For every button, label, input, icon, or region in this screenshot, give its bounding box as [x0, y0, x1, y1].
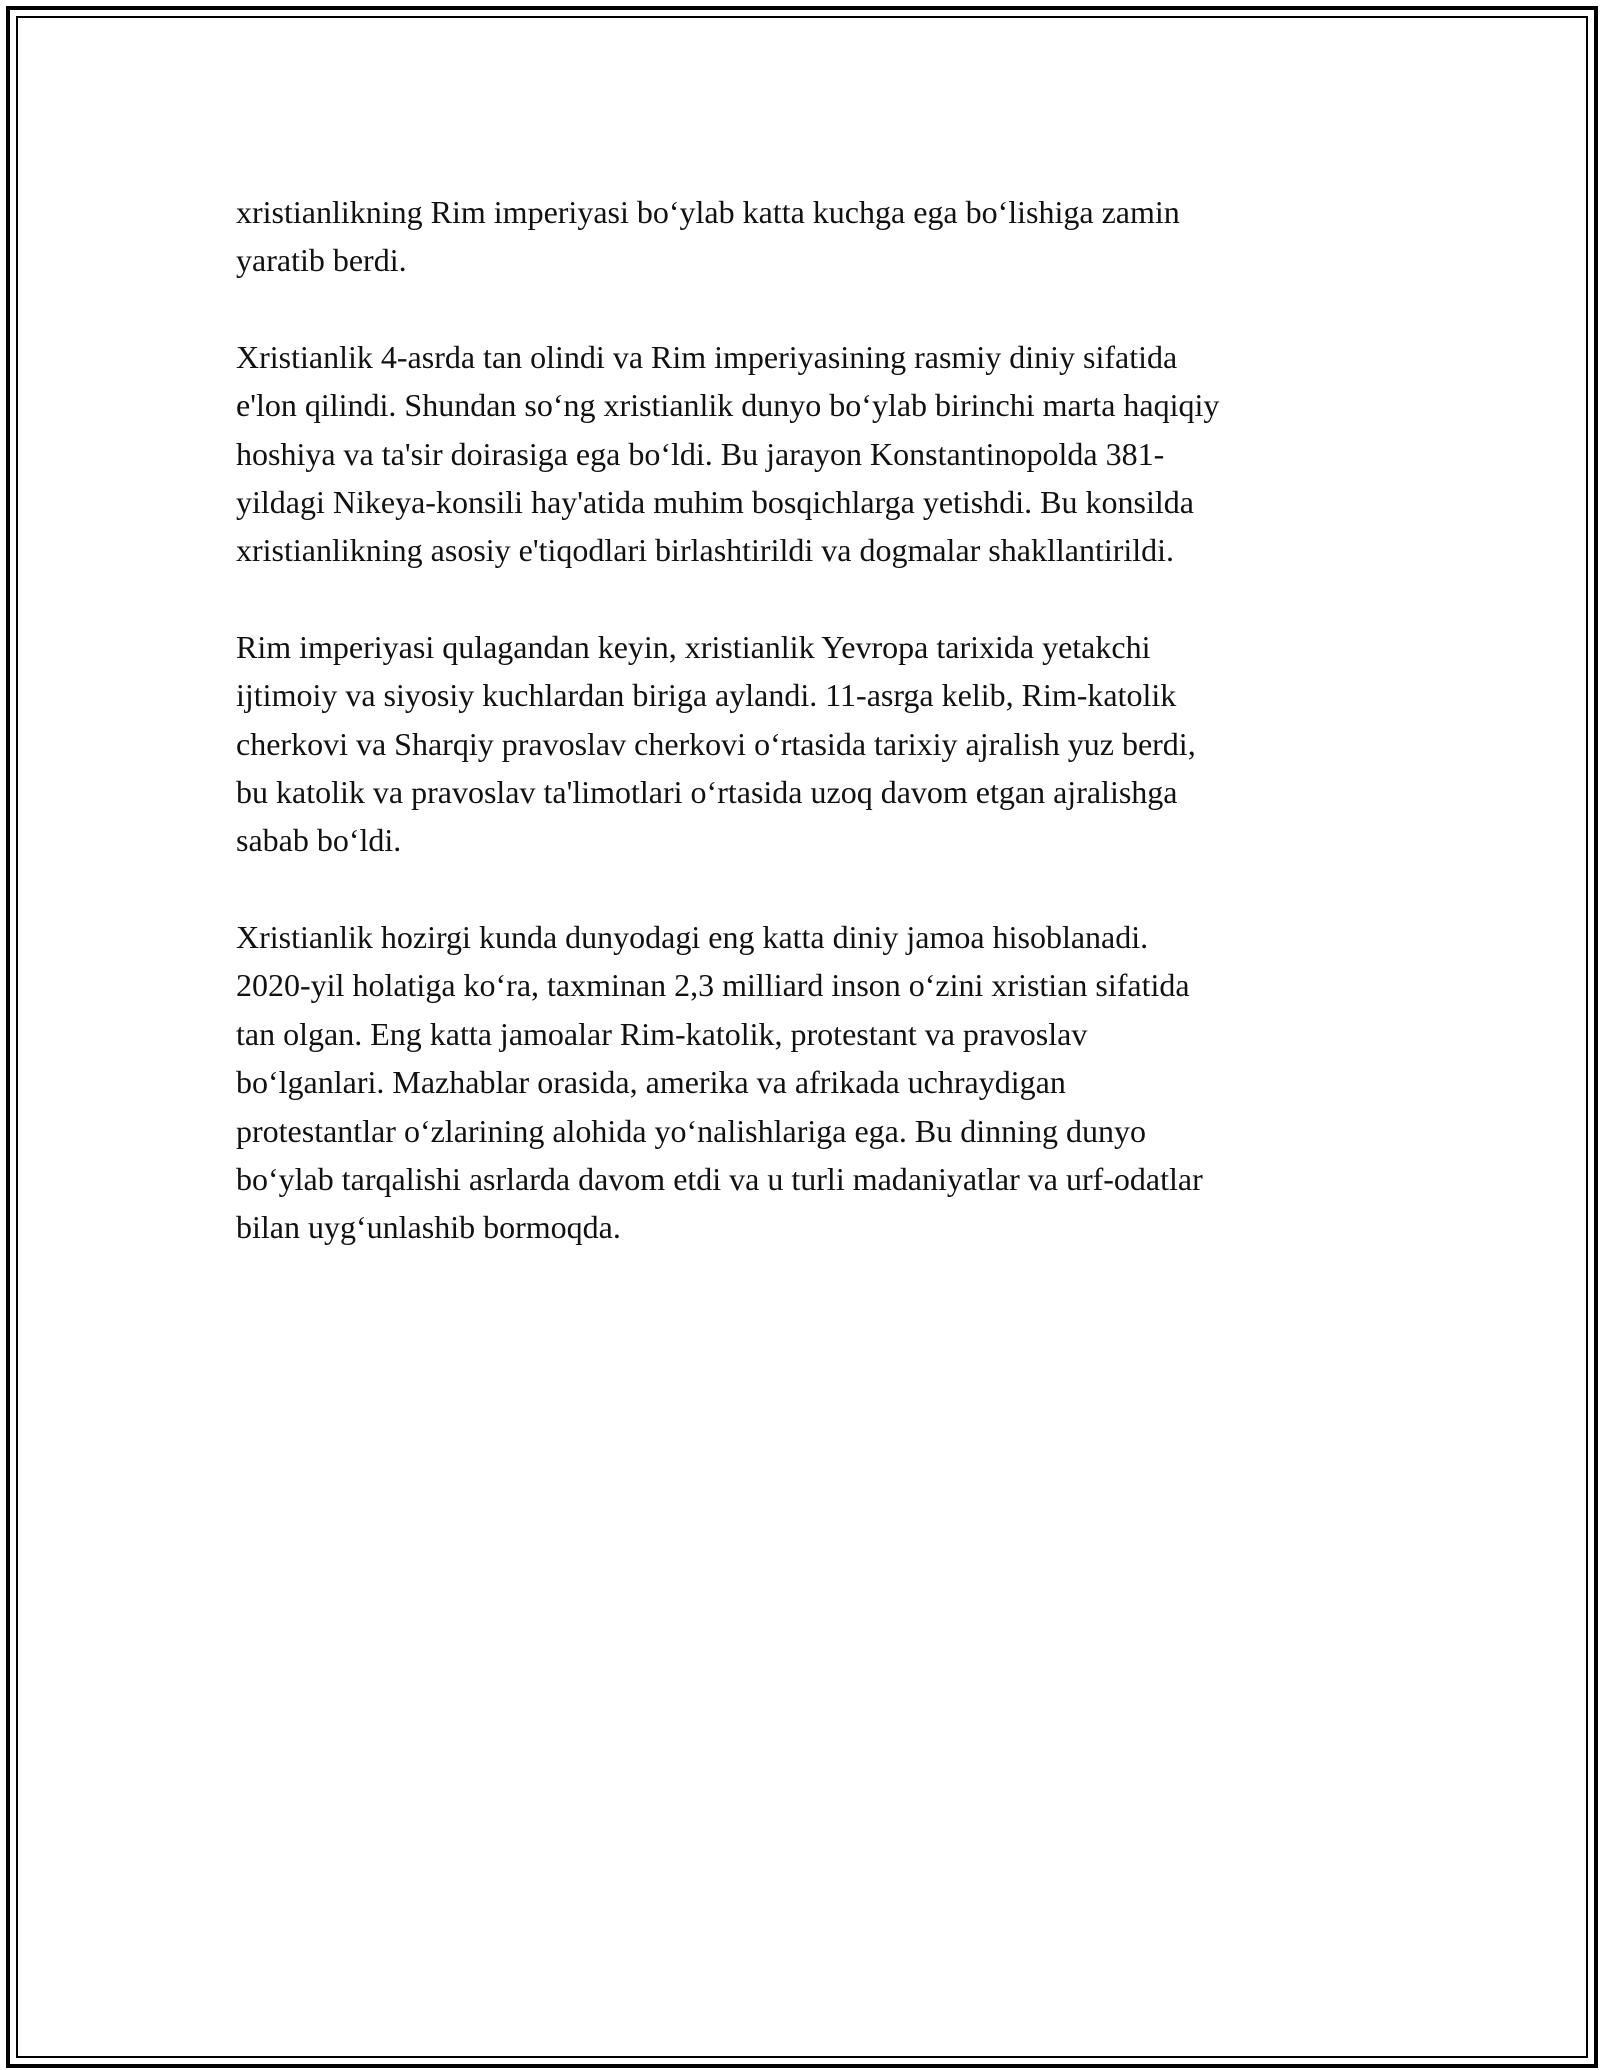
paragraph-4	[236, 913, 1376, 1252]
text-line: xristianlikning Rim imperiyasi bo‘ylab katta kuchga ega bo‘lishiga zamin	[236, 194, 1180, 230]
text-line: hoshiya va ta'sir doirasiga ega bo‘ldi. Bu jarayon Konstantinopolda 381-	[236, 435, 1165, 472]
document-body	[236, 188, 1376, 1300]
paragraph-3	[236, 623, 1376, 865]
text-line: Xristianlik 4-asrda tan olindi va Rim imperiyasining rasmiy diniy sifatida	[236, 338, 1178, 375]
text-line: sabab bo‘ldi.	[236, 822, 402, 859]
text-line: protestantlar o‘zlarining alohida yo‘nalishlariga ega. Bu dinning dunyo	[236, 1112, 1146, 1149]
text-line: bu katolik va pravoslav ta'limotlari o‘rtasida uzoq davom etgan ajralishga	[236, 774, 1178, 811]
text-line: 2020-yil holatiga ko‘ra, taxminan 2,3 milliard inson o‘zini xristian sifatida	[236, 967, 1190, 1004]
text-line: cherkovi va Sharqiy pravoslav cherkovi o‘rtasida tarixiy ajralish yuz berdi,	[236, 725, 1196, 762]
text-line: e'lon qilindi. Shundan so‘ng xristianlik dunyo bo‘ylab birinchi marta haqiqiy	[236, 387, 1220, 424]
paragraph-2	[236, 333, 1376, 575]
text-line: tan olgan. Eng katta jamoalar Rim-katolik, protestant va pravoslav	[236, 1015, 1088, 1052]
text-line: bilan uyg‘unlashib bormoqda.	[236, 1209, 621, 1246]
text-line: yildagi Nikeya-konsili hay'atida muhim bosqichlarga yetishdi. Bu konsilda	[236, 484, 1194, 521]
text-line: ijtimoiy va siyosiy kuchlardan biriga aylandi. 11-asrga kelib, Rim-katolik	[236, 677, 1177, 714]
paragraph-1	[236, 188, 1376, 285]
text-line: xristianlikning asosiy e'tiqodlari birlashtirildi va dogmalar shakllantirildi.	[236, 532, 1175, 569]
text-line: bo‘lganlari. Mazhablar orasida, amerika va afrikada uchraydigan	[236, 1064, 1066, 1101]
text-line: Rim imperiyasi qulagandan keyin, xristianlik Yevropa tarixida yetakchi	[236, 628, 1151, 665]
text-line: Xristianlik hozirgi kunda dunyodagi eng katta diniy jamoa hisoblanadi.	[236, 918, 1149, 955]
text-line: bo‘ylab tarqalishi asrlarda davom etdi va u turli madaniyatlar va urf-odatlar	[236, 1160, 1203, 1197]
text-line: yaratib berdi.	[236, 242, 407, 279]
